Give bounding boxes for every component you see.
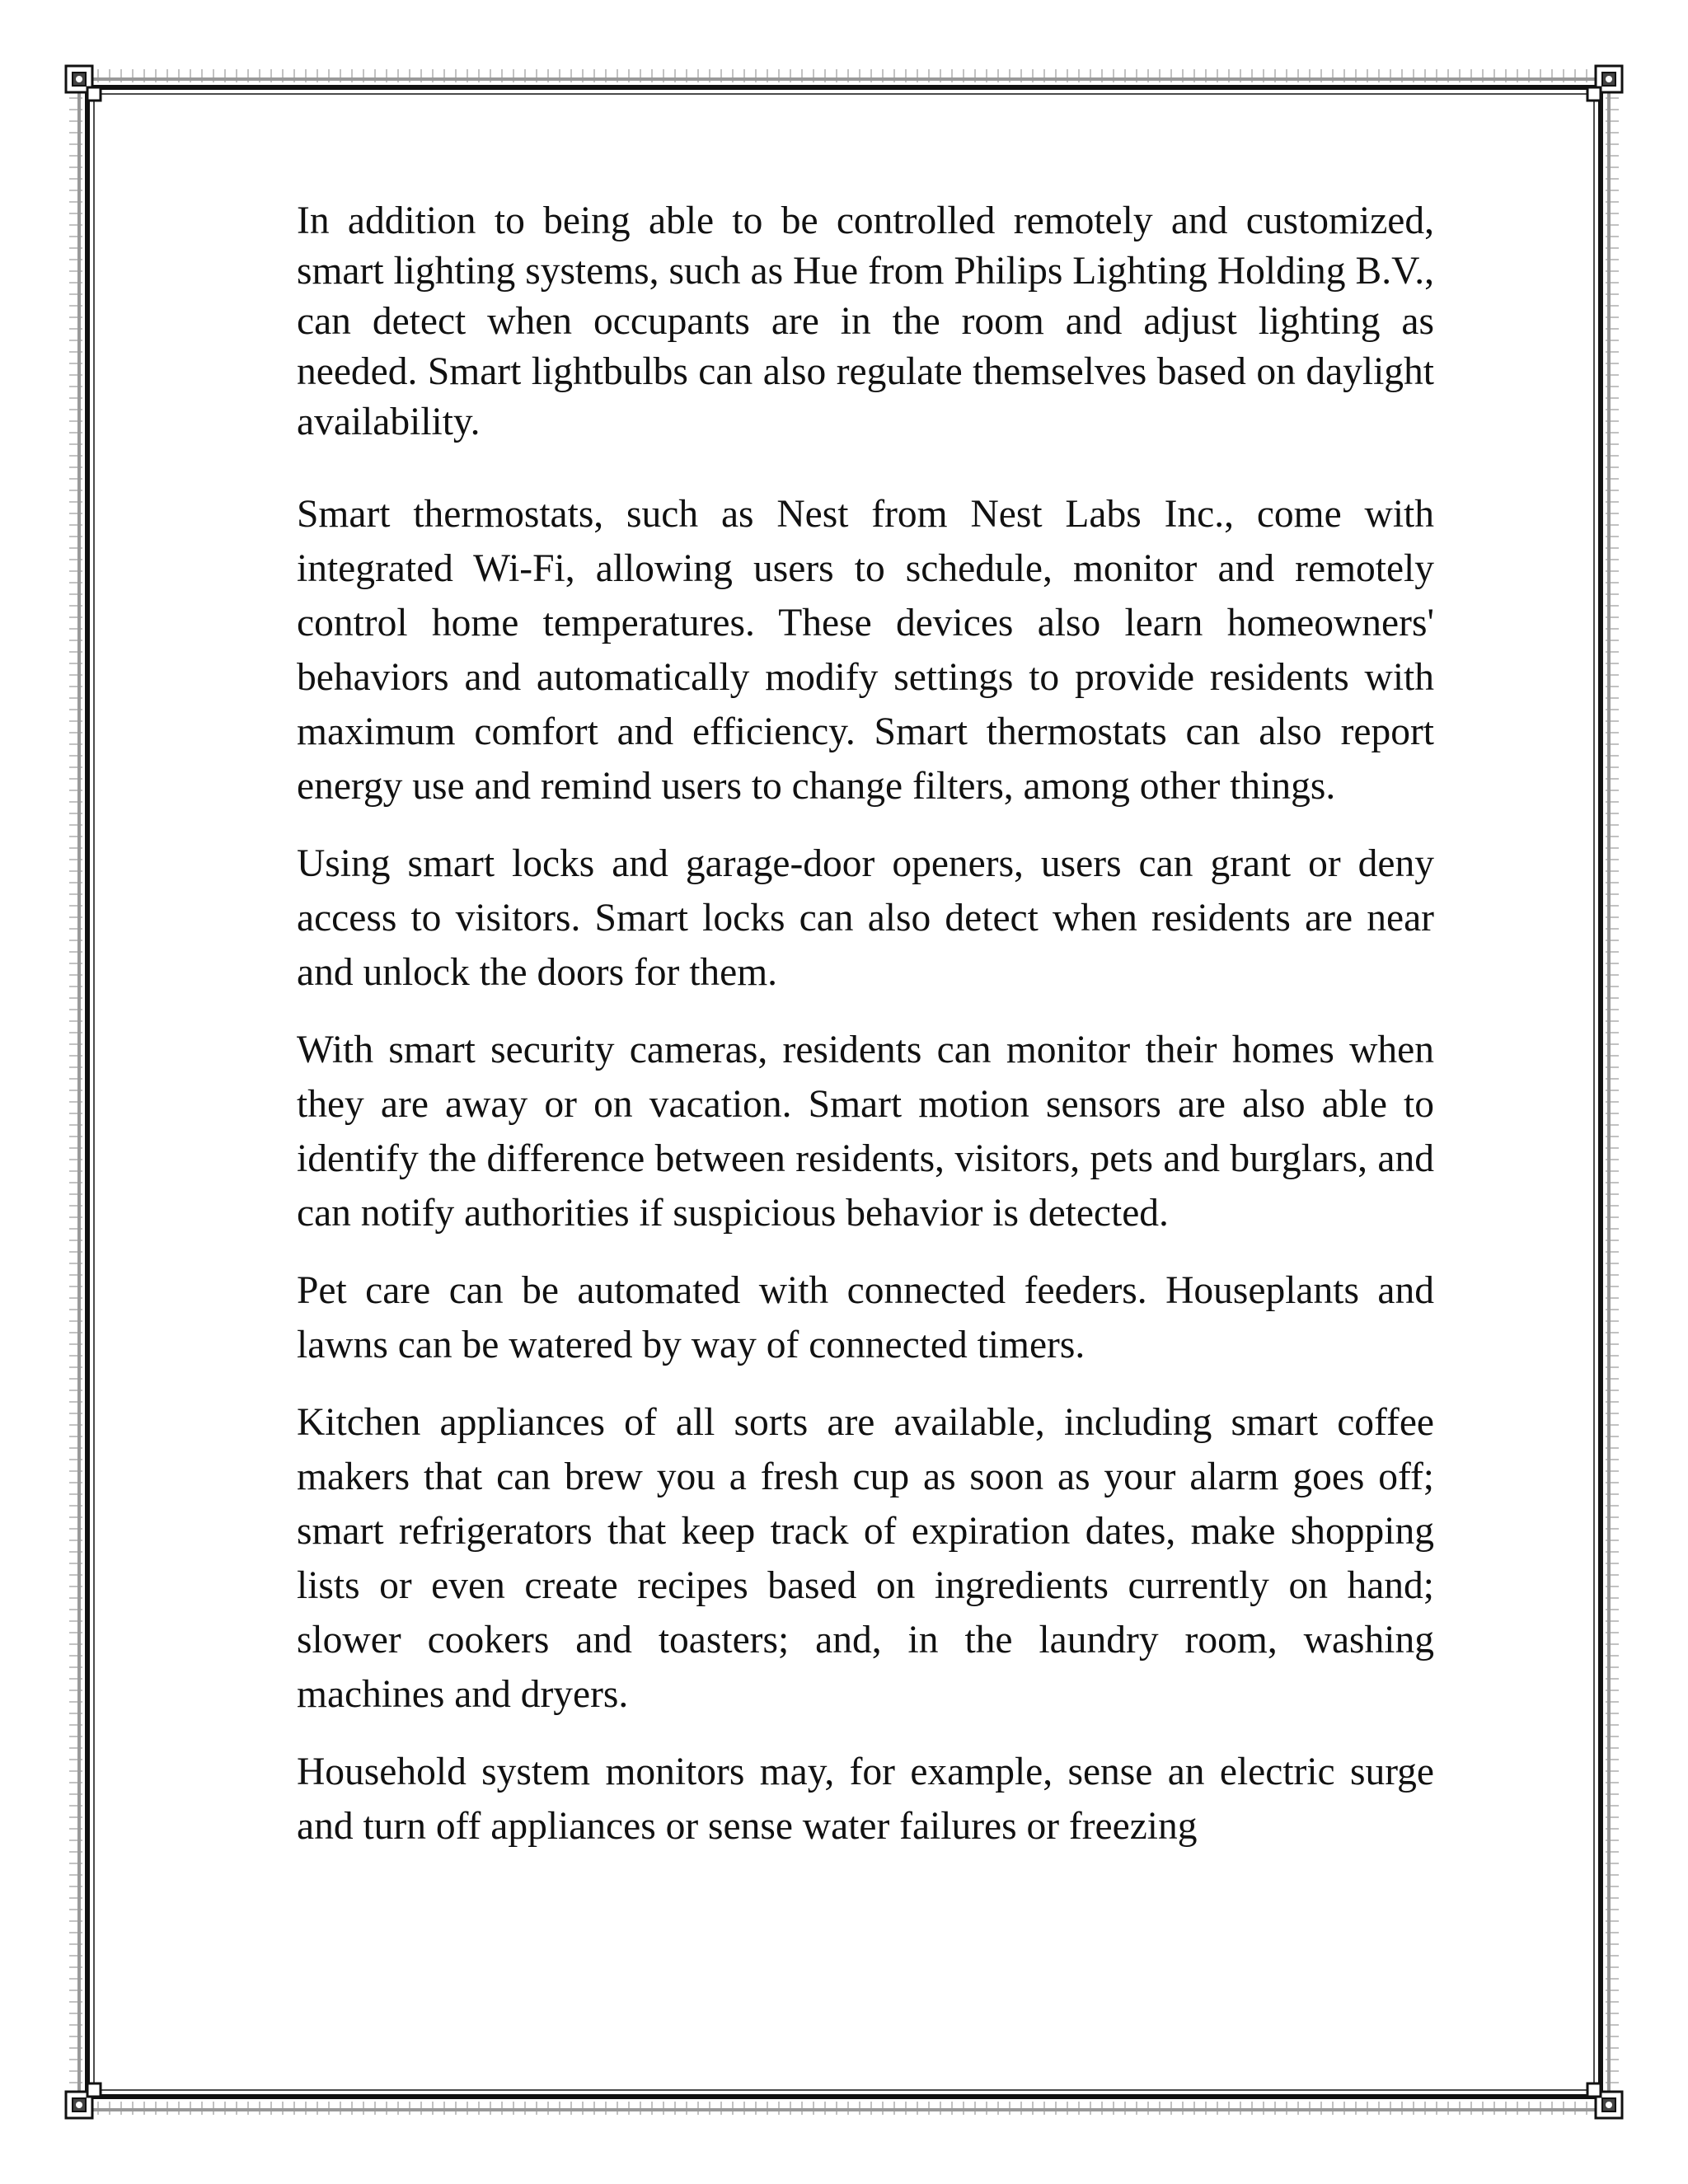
paragraph-household-monitors: Household system monitors may, for example, sense an electric surge and turn off appliances or sense water failures or freezing [297,1750,1434,1848]
corner-ornament-bottom-left [66,2083,101,2118]
paragraph-pet-care: Pet care can be automated with connected feeders. Houseplants and lawns can be watered by way of connected timers. [297,1269,1434,1366]
paragraph-smart-thermostats: Smart thermostats, such as Nest from Nest Labs Inc., come with integrated Wi-Fi, allowing users to schedule, monitor and remotely control home temperatures. These devices also learn homeowners' behaviors and automatically modify settings to provide residents with maximum comfort and efficiency. Smart thermostats can also report energy use and remind users to change filters, among other things. [297,493,1434,808]
corner-ornament-bottom-right [1587,2083,1622,2118]
paragraph-security-cameras: With smart security cameras, residents can monitor their homes when they are away or on vacation. Smart motion sensors are also able to identify the difference between residents, visitors, pets and burglars, and can notify authorities if suspicious behavior is detected. [297,1029,1434,1235]
paragraph-kitchen-appliances: Kitchen appliances of all sorts are available, including smart coffee makers that can brew you a fresh cup as soon as your alarm goes off; smart refrigerators that keep track of expiration dates, make shopping lists or even create recipes based on ingredients currently on hand; slower cookers and toasters; and, in the laundry room, washing machines and dryers. [297,1401,1434,1716]
paragraph-smart-lighting: In addition to being able to be controlled remotely and customized, smart lighting systems, such as Hue from Philips Lighting Holding B.V., can detect when occupants are in the room and adjust lighting as needed. Smart lightbulbs can also regulate themselves based on daylight availability. [297,199,1434,443]
corner-ornament-top-left [66,66,101,101]
document-body [297,196,1434,1877]
corner-ornament-top-right [1587,66,1622,101]
paragraph-smart-locks: Using smart locks and garage-door openers, users can grant or deny access to visitors. Smart locks can also detect when residents are near and unlock the doors for them. [297,842,1434,994]
